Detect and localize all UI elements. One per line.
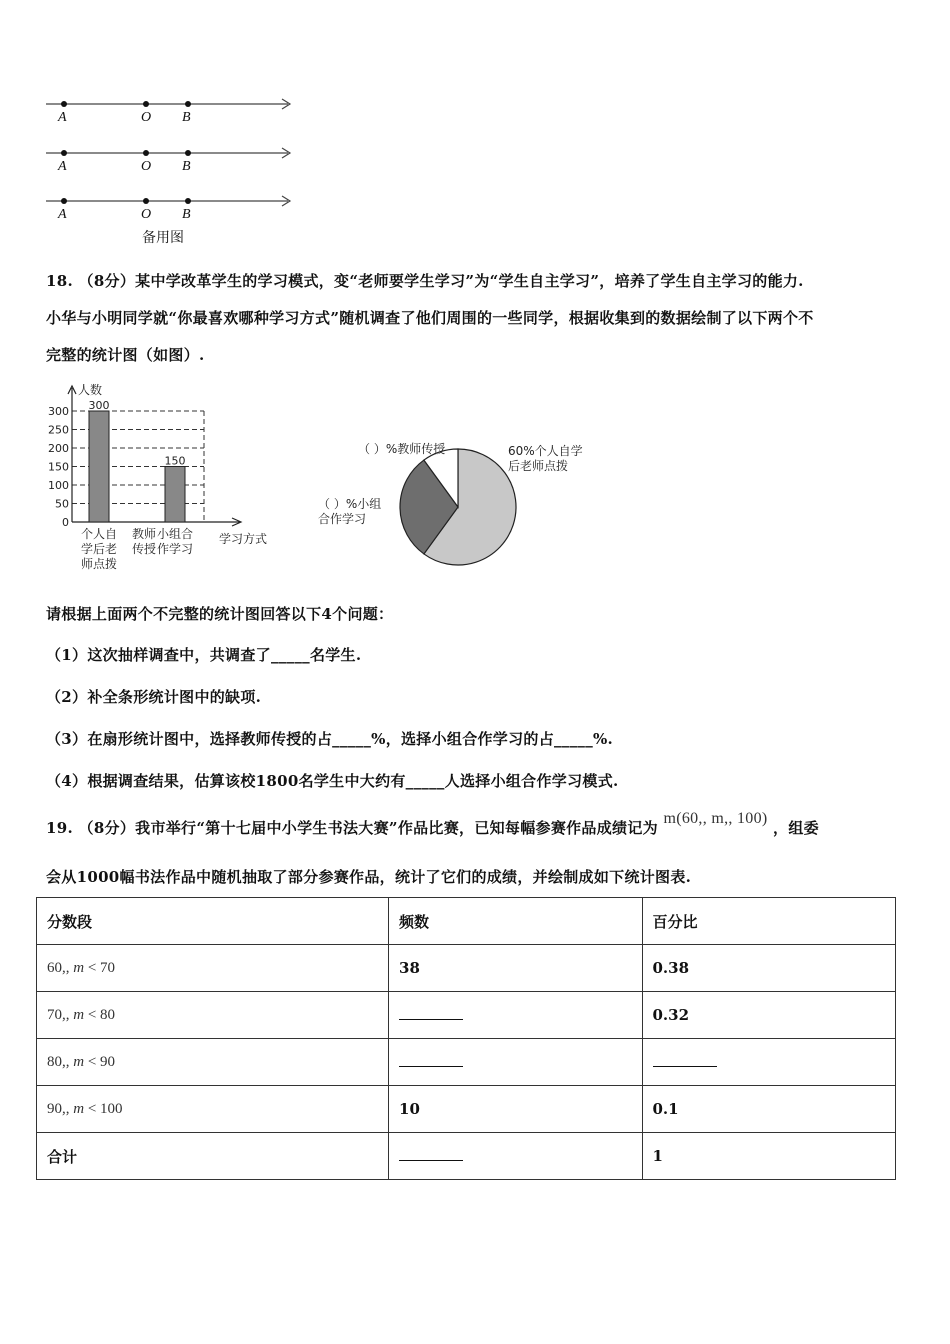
category-label: 个人自 (80, 527, 118, 541)
total-label: 合计 (37, 1133, 389, 1180)
category-label: 师点拨 (80, 557, 118, 571)
frequency-cell: 38 (389, 945, 642, 992)
q18-sub-1: （1）这次抽样调查中，共调查了_____名学生. (46, 646, 362, 664)
pie-slice-label: （ ）%小组 (318, 497, 382, 511)
spare-figure-caption: 备用图 (142, 230, 184, 246)
q19-line-1 (46, 810, 819, 838)
bar (89, 411, 109, 522)
number-lines-figure (40, 90, 310, 250)
percentage-cell: 0.1 (642, 1086, 896, 1133)
q18-prompt: 请根据上面两个不完整的统计图回答以下4个问题： (46, 605, 394, 623)
q18-line-3: 完整的统计图（如图）. (46, 346, 205, 364)
number-line-3 (46, 196, 290, 206)
pie-chart (310, 435, 600, 580)
y-tick-label: 200 (48, 442, 69, 455)
q19-line-1-text: 19. （8分）我市举行“第十七届中小学生书法大赛”作品比赛，已知每幅参赛作品成绩记为 (46, 819, 658, 837)
bar-data-label: 150 (164, 454, 186, 468)
category-label: 传授 (131, 542, 157, 556)
percentage-cell: 0.32 (642, 992, 896, 1039)
y-tick-label: 50 (55, 497, 69, 511)
y-axis-label: 人数 (78, 383, 103, 397)
total-frequency-blank (389, 1133, 642, 1180)
point-label-a: A (58, 207, 67, 222)
table-header-row (37, 898, 896, 945)
point-label-b: B (182, 110, 191, 125)
y-tick-label: 0 (62, 516, 69, 529)
frequency-blank (389, 1039, 642, 1086)
pie-slice-label: 合作学习 (318, 512, 367, 526)
y-tick-label: 250 (48, 423, 69, 437)
q18-line-2: 小华与小明同学就“你最喜欢哪种学习方式”随机调查了他们周围的一些同学，根据收集到的数据绘制了以下两个不 (46, 309, 814, 327)
bar-data-label: 300 (88, 399, 110, 412)
q18-line-1: 18. （8分）某中学改革学生的学习模式，变“老师要学生学习”为“学生自主学习”，培养了学生自主学习的能力. (46, 272, 804, 290)
table-row (37, 992, 896, 1039)
category-label: 学后老 (80, 542, 118, 556)
q18-sub-4: （4）根据调查结果，估算该校1800名学生中大约有_____人选择小组合作学习模式. (46, 772, 619, 790)
range-cell: 90,, m < 100 (37, 1086, 389, 1133)
y-tick-label: 150 (48, 460, 69, 474)
point-label-a: A (58, 110, 67, 125)
q19-line-1-end: ，组委 (773, 819, 819, 837)
point-label-o: O (141, 110, 152, 125)
table-row (37, 945, 896, 992)
bar (165, 467, 185, 523)
frequency-cell: 10 (389, 1086, 642, 1133)
percentage-cell: 0.38 (642, 945, 896, 992)
point-label-b: B (182, 207, 191, 222)
x-axis-label: 学习方式 (219, 532, 268, 546)
q19-formula: m(60,, m,, 100) (663, 810, 768, 827)
score-table (36, 897, 896, 1180)
header-frequency: 频数 (389, 898, 642, 945)
total-percentage: 1 (642, 1133, 896, 1180)
q18-sub-3: （3）在扇形统计图中，选择教师传授的占_____%，选择小组合作学习的占_____%. (46, 730, 614, 748)
point-label-b: B (182, 159, 191, 174)
point-label-o: O (141, 159, 152, 174)
category-label: 小组合 (156, 527, 194, 541)
y-tick-label: 300 (48, 405, 69, 418)
range-cell: 80,, m < 90 (37, 1039, 389, 1086)
table-total-row (37, 1133, 896, 1180)
category-label: 作学习 (156, 542, 194, 556)
number-line-1 (46, 99, 290, 109)
pie-slice-label: 后老师点拨 (508, 459, 569, 473)
table-row (37, 1039, 896, 1086)
bar-chart (40, 380, 290, 580)
range-cell: 60,, m < 70 (37, 945, 389, 992)
range-cell: 70,, m < 80 (37, 992, 389, 1039)
y-tick-label: 100 (48, 479, 69, 492)
number-line-2 (46, 148, 290, 158)
pie-slice-label: （ ）%教师传授 (358, 442, 446, 456)
percentage-blank (642, 1039, 896, 1086)
header-score-range: 分数段 (37, 898, 389, 945)
frequency-blank (389, 992, 642, 1039)
header-percentage: 百分比 (642, 898, 896, 945)
point-label-o: O (141, 207, 152, 222)
category-label: 教师 (131, 527, 157, 541)
point-label-a: A (58, 159, 67, 174)
pie-slice-label: 60%个人自学 (508, 444, 583, 458)
q19-line-2: 会从1000幅书法作品中随机抽取了部分参赛作品，统计了它们的成绩，并绘制成如下统计图表. (46, 868, 692, 886)
table-row (37, 1086, 896, 1133)
q18-sub-2: （2）补全条形统计图中的缺项. (46, 688, 262, 706)
